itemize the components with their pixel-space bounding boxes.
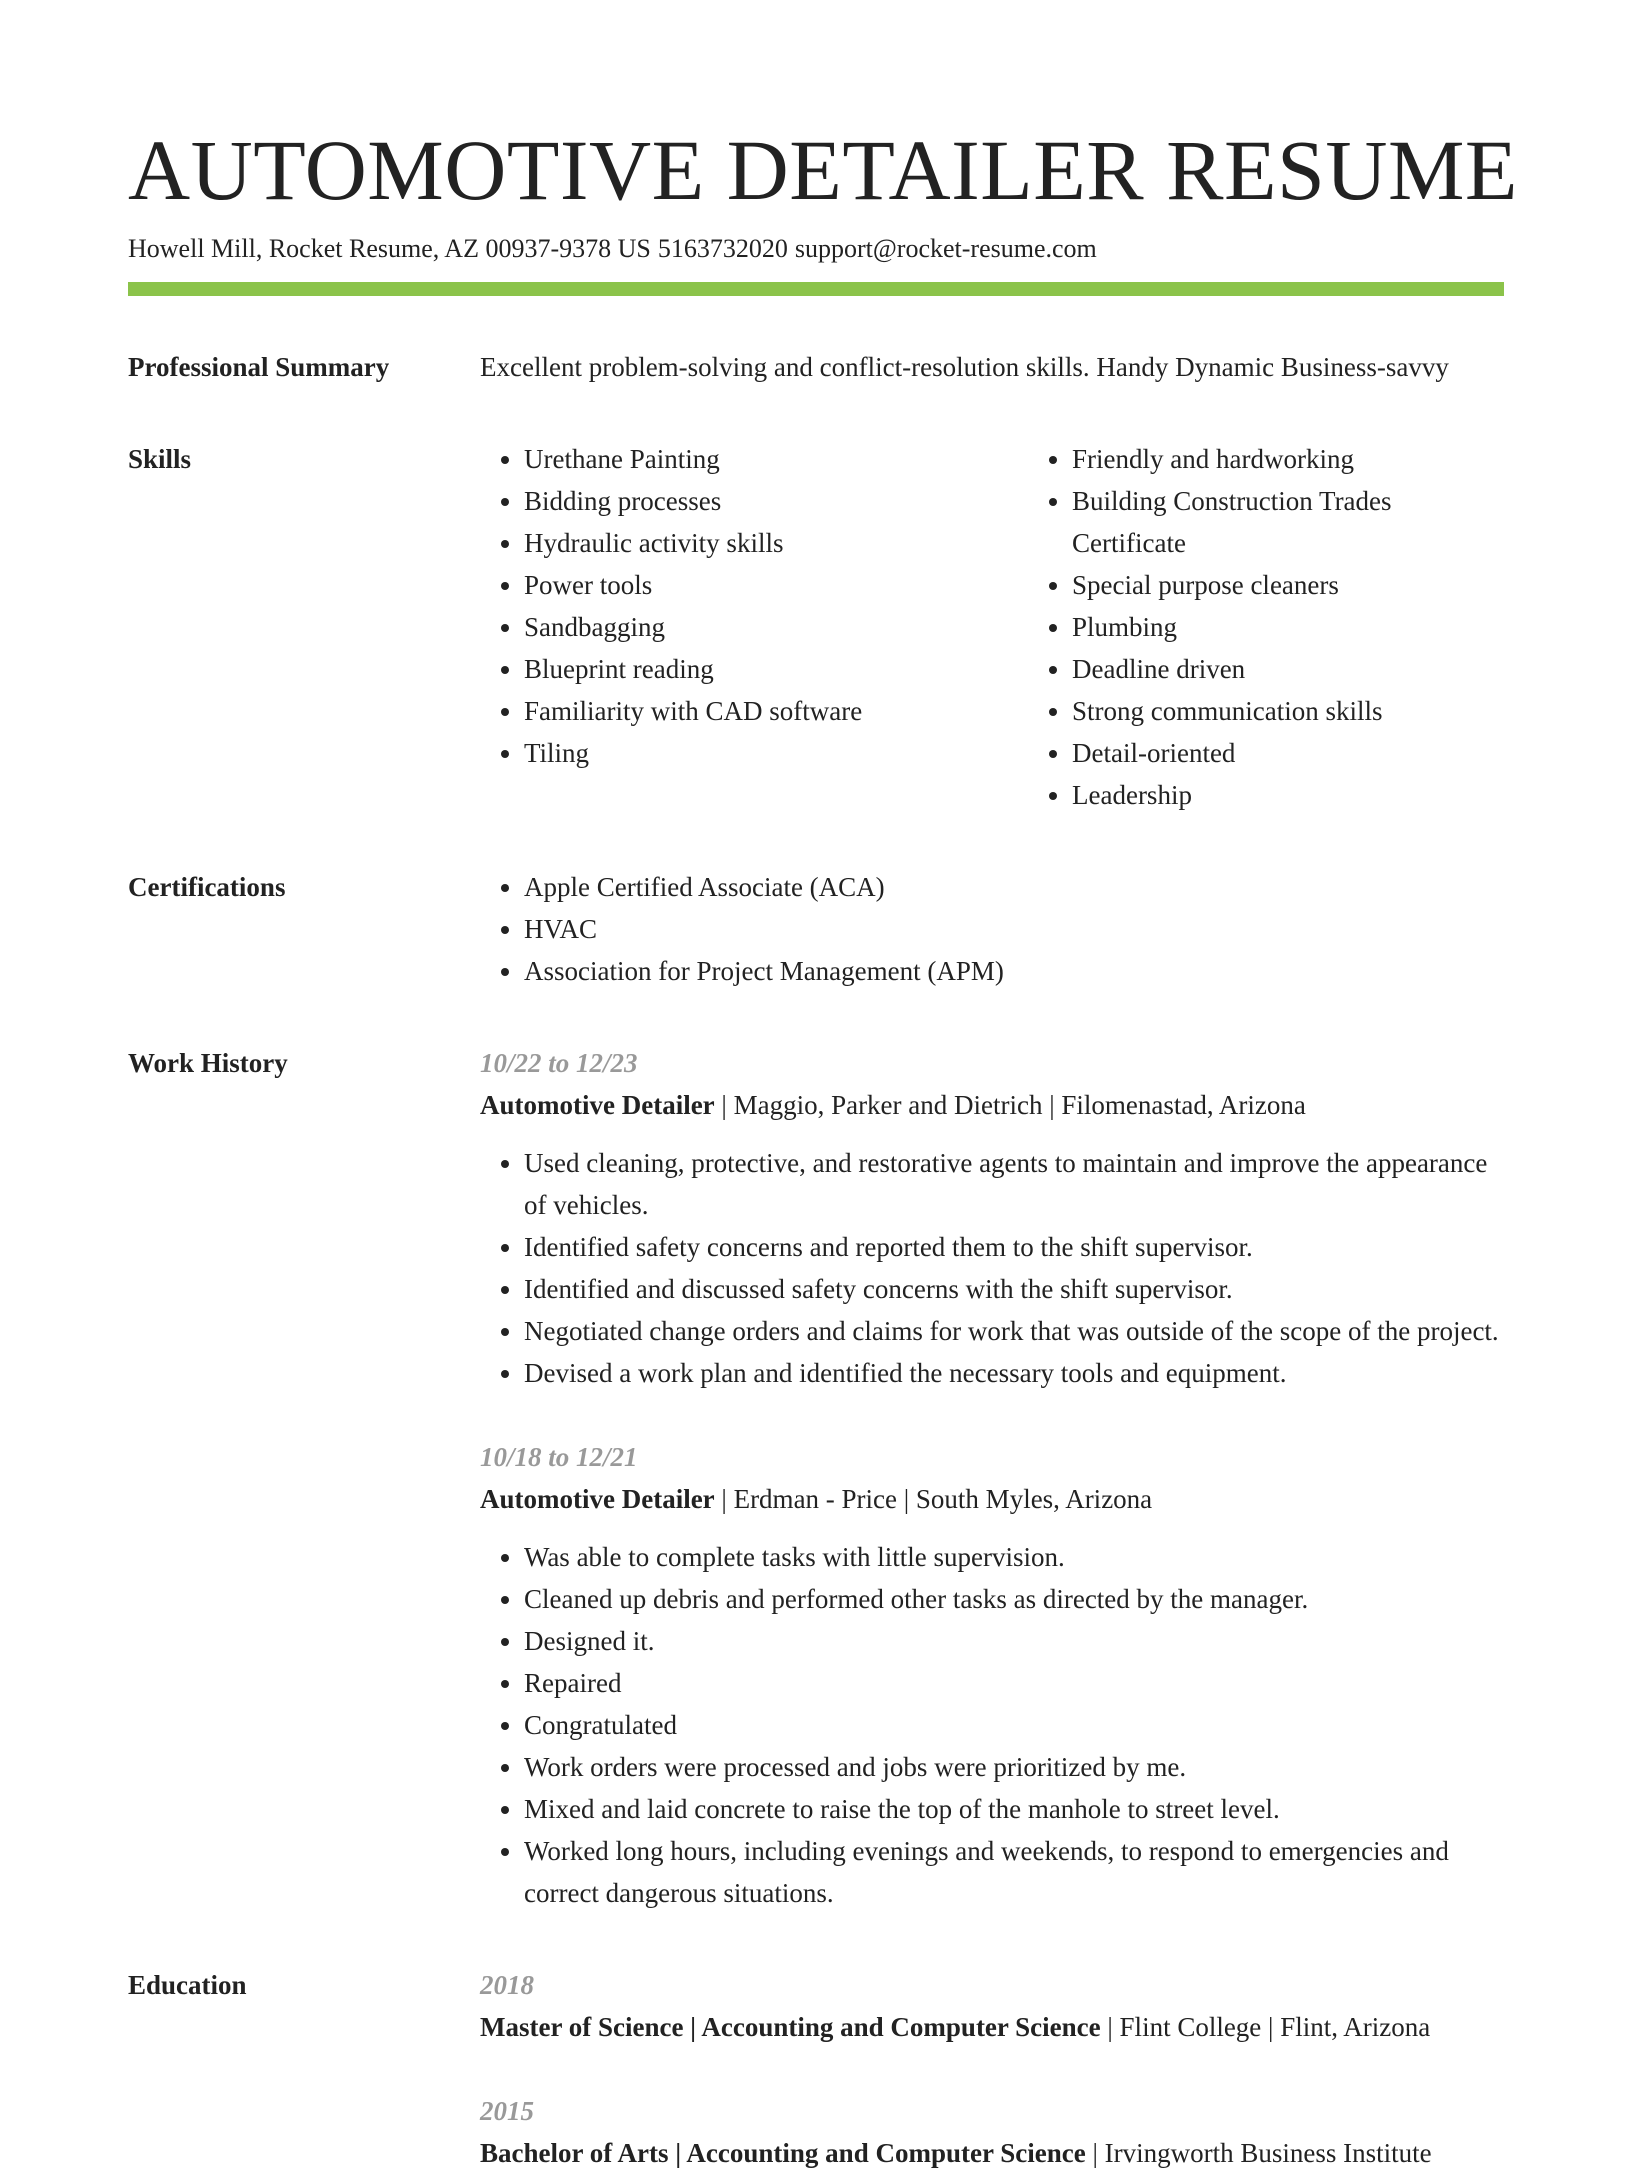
job-entry <box>480 1042 1504 1394</box>
skill-item: • Hydraulic activity skills <box>524 522 1028 564</box>
education-section <box>128 1964 1504 2174</box>
certifications-list <box>480 866 1504 992</box>
resume-page <box>128 118 1518 2174</box>
job-heading <box>480 1478 1504 1520</box>
education-school: | Irvingworth Business Institute <box>1085 2138 1432 2168</box>
job-duty: • Repaired <box>524 1662 1504 1704</box>
skill-item: • Familiarity with CAD software <box>524 690 1028 732</box>
education-label: Education <box>128 1970 247 2000</box>
job-duty: • Negotiated change orders and claims for work that was outside of the scope of the project. <box>524 1310 1504 1352</box>
job-entry <box>480 1436 1504 1914</box>
skill-item: • Blueprint reading <box>524 648 1028 690</box>
contact-line <box>128 232 1504 266</box>
education-heading <box>480 2006 1504 2048</box>
skills-section <box>128 438 1504 816</box>
job-duty: • Mixed and laid concrete to raise the top of the manhole to street level. <box>524 1788 1504 1830</box>
job-dates: 10/18 to 12/21 <box>480 1442 638 1472</box>
job-title: Automotive Detailer <box>480 1484 715 1514</box>
job-duty: • Cleaned up debris and performed other tasks as directed by the manager. <box>524 1578 1504 1620</box>
job-duty: • Used cleaning, protective, and restorative agents to maintain and improve the appearance of vehicles. <box>524 1142 1504 1226</box>
skill-item: • Special purpose cleaners <box>1072 564 1504 606</box>
skill-item: • Power tools <box>524 564 1028 606</box>
summary-label: Professional Summary <box>128 352 390 382</box>
summary-text: Excellent problem-solving and conflict-resolution skills. Handy Dynamic Business-savvy <box>480 352 1449 382</box>
education-entry <box>480 2090 1504 2174</box>
education-year: 2018 <box>480 1970 534 2000</box>
job-title: Automotive Detailer <box>480 1090 715 1120</box>
skill-item: • Strong communication skills <box>1072 690 1504 732</box>
job-duty: • Was able to complete tasks with little supervision. <box>524 1536 1504 1578</box>
job-employer: | Maggio, Parker and Dietrich | Filomenastad, Arizona <box>714 1090 1306 1120</box>
job-duties <box>480 1536 1504 1914</box>
education-heading <box>480 2132 1504 2174</box>
certifications-section <box>128 866 1504 992</box>
education-entry <box>480 1964 1504 2048</box>
work-history-label: Work History <box>128 1048 288 1078</box>
contact-email: support@rocket-resume.com <box>794 234 1097 263</box>
certification-item: • HVAC <box>524 908 1504 950</box>
skill-item: • Building Construction Trades Certificate <box>1072 480 1504 564</box>
skills-label: Skills <box>128 444 192 474</box>
job-duties <box>480 1142 1504 1394</box>
job-duty: • Designed it. <box>524 1620 1504 1662</box>
job-employer: | Erdman - Price | South Myles, Arizona <box>714 1484 1153 1514</box>
resume-title: AUTOMOTIVE DETAILER RESUME <box>128 122 1518 218</box>
skill-item: • Urethane Painting <box>524 438 1028 480</box>
skill-item: • Tiling <box>524 732 1028 774</box>
summary-section <box>128 346 1504 388</box>
job-duty: • Identified and discussed safety concerns with the shift supervisor. <box>524 1268 1504 1310</box>
education-degree: Bachelor of Arts | Accounting and Computer Science <box>480 2138 1086 2168</box>
contact-address: Howell Mill, Rocket Resume, AZ 00937-9378 US <box>128 234 651 263</box>
job-duty: • Worked long hours, including evenings and weekends, to respond to emergencies and correct dangerous situations. <box>524 1830 1504 1914</box>
skill-item: • Leadership <box>1072 774 1504 816</box>
contact-phone: 5163732020 <box>657 234 788 263</box>
certifications-label: Certifications <box>128 872 286 902</box>
job-dates: 10/22 to 12/23 <box>480 1048 638 1078</box>
work-history-section <box>128 1042 1504 1914</box>
skill-item: • Friendly and hardworking <box>1072 438 1504 480</box>
job-duty: • Devised a work plan and identified the necessary tools and equipment. <box>524 1352 1504 1394</box>
job-heading <box>480 1084 1504 1126</box>
skill-item: • Bidding processes <box>524 480 1028 522</box>
certification-item: • Apple Certified Associate (ACA) <box>524 866 1504 908</box>
education-year: 2015 <box>480 2096 534 2126</box>
job-duty: • Congratulated <box>524 1704 1504 1746</box>
skills-list-left <box>480 438 1028 816</box>
education-degree: Master of Science | Accounting and Computer Science <box>480 2012 1101 2042</box>
skill-item: • Sandbagging <box>524 606 1028 648</box>
job-duty: • Identified safety concerns and reported them to the shift supervisor. <box>524 1226 1504 1268</box>
education-school: | Flint College | Flint, Arizona <box>1100 2012 1431 2042</box>
header-divider <box>128 282 1504 296</box>
skills-list-right <box>1028 438 1504 816</box>
skill-item: • Detail-oriented <box>1072 732 1504 774</box>
skill-item: • Deadline driven <box>1072 648 1504 690</box>
skill-item: • Plumbing <box>1072 606 1504 648</box>
job-duty: • Work orders were processed and jobs were prioritized by me. <box>524 1746 1504 1788</box>
certification-item: • Association for Project Management (APM) <box>524 950 1504 992</box>
